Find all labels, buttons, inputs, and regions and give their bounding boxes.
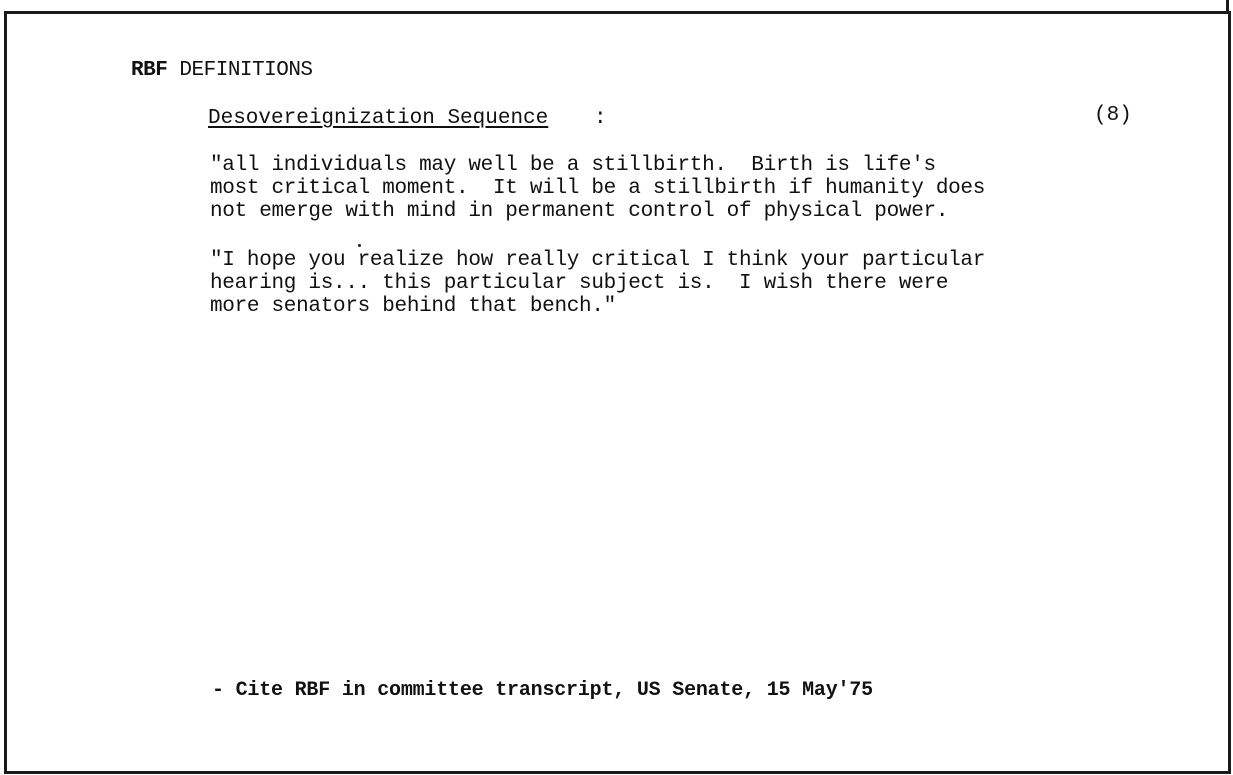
quote-1-line: "all individuals may well be a stillbirth. Birth is life's [210, 154, 936, 177]
card-number: (8) [1094, 104, 1132, 127]
definition-card [4, 11, 1231, 774]
quote-1-line: not emerge with mind in permanent control of physical power. [210, 200, 949, 223]
quote-2-line: "I hope you realize how really critical I think your particular [210, 249, 986, 272]
quote-1-line: most critical moment. It will be a stillbirth if humanity does [210, 177, 986, 200]
quote-paragraph-1 [210, 154, 985, 223]
definition-term: Desovereignization Sequence [208, 107, 549, 130]
quote-paragraph-2 [210, 249, 985, 318]
citation: - Cite RBF in committee transcript, US Senate, 15 May'75 [212, 679, 873, 702]
header-title: DEFINITIONS [167, 59, 313, 82]
paper-speck [358, 244, 361, 247]
quote-2-line: hearing is... this particular subject is. I wish there were [210, 272, 949, 295]
quote-2-line: more senators behind that bench." [210, 295, 616, 318]
header-prefix: RBF [131, 59, 168, 82]
definition-term-colon: : [594, 107, 607, 130]
page-header [131, 59, 313, 82]
